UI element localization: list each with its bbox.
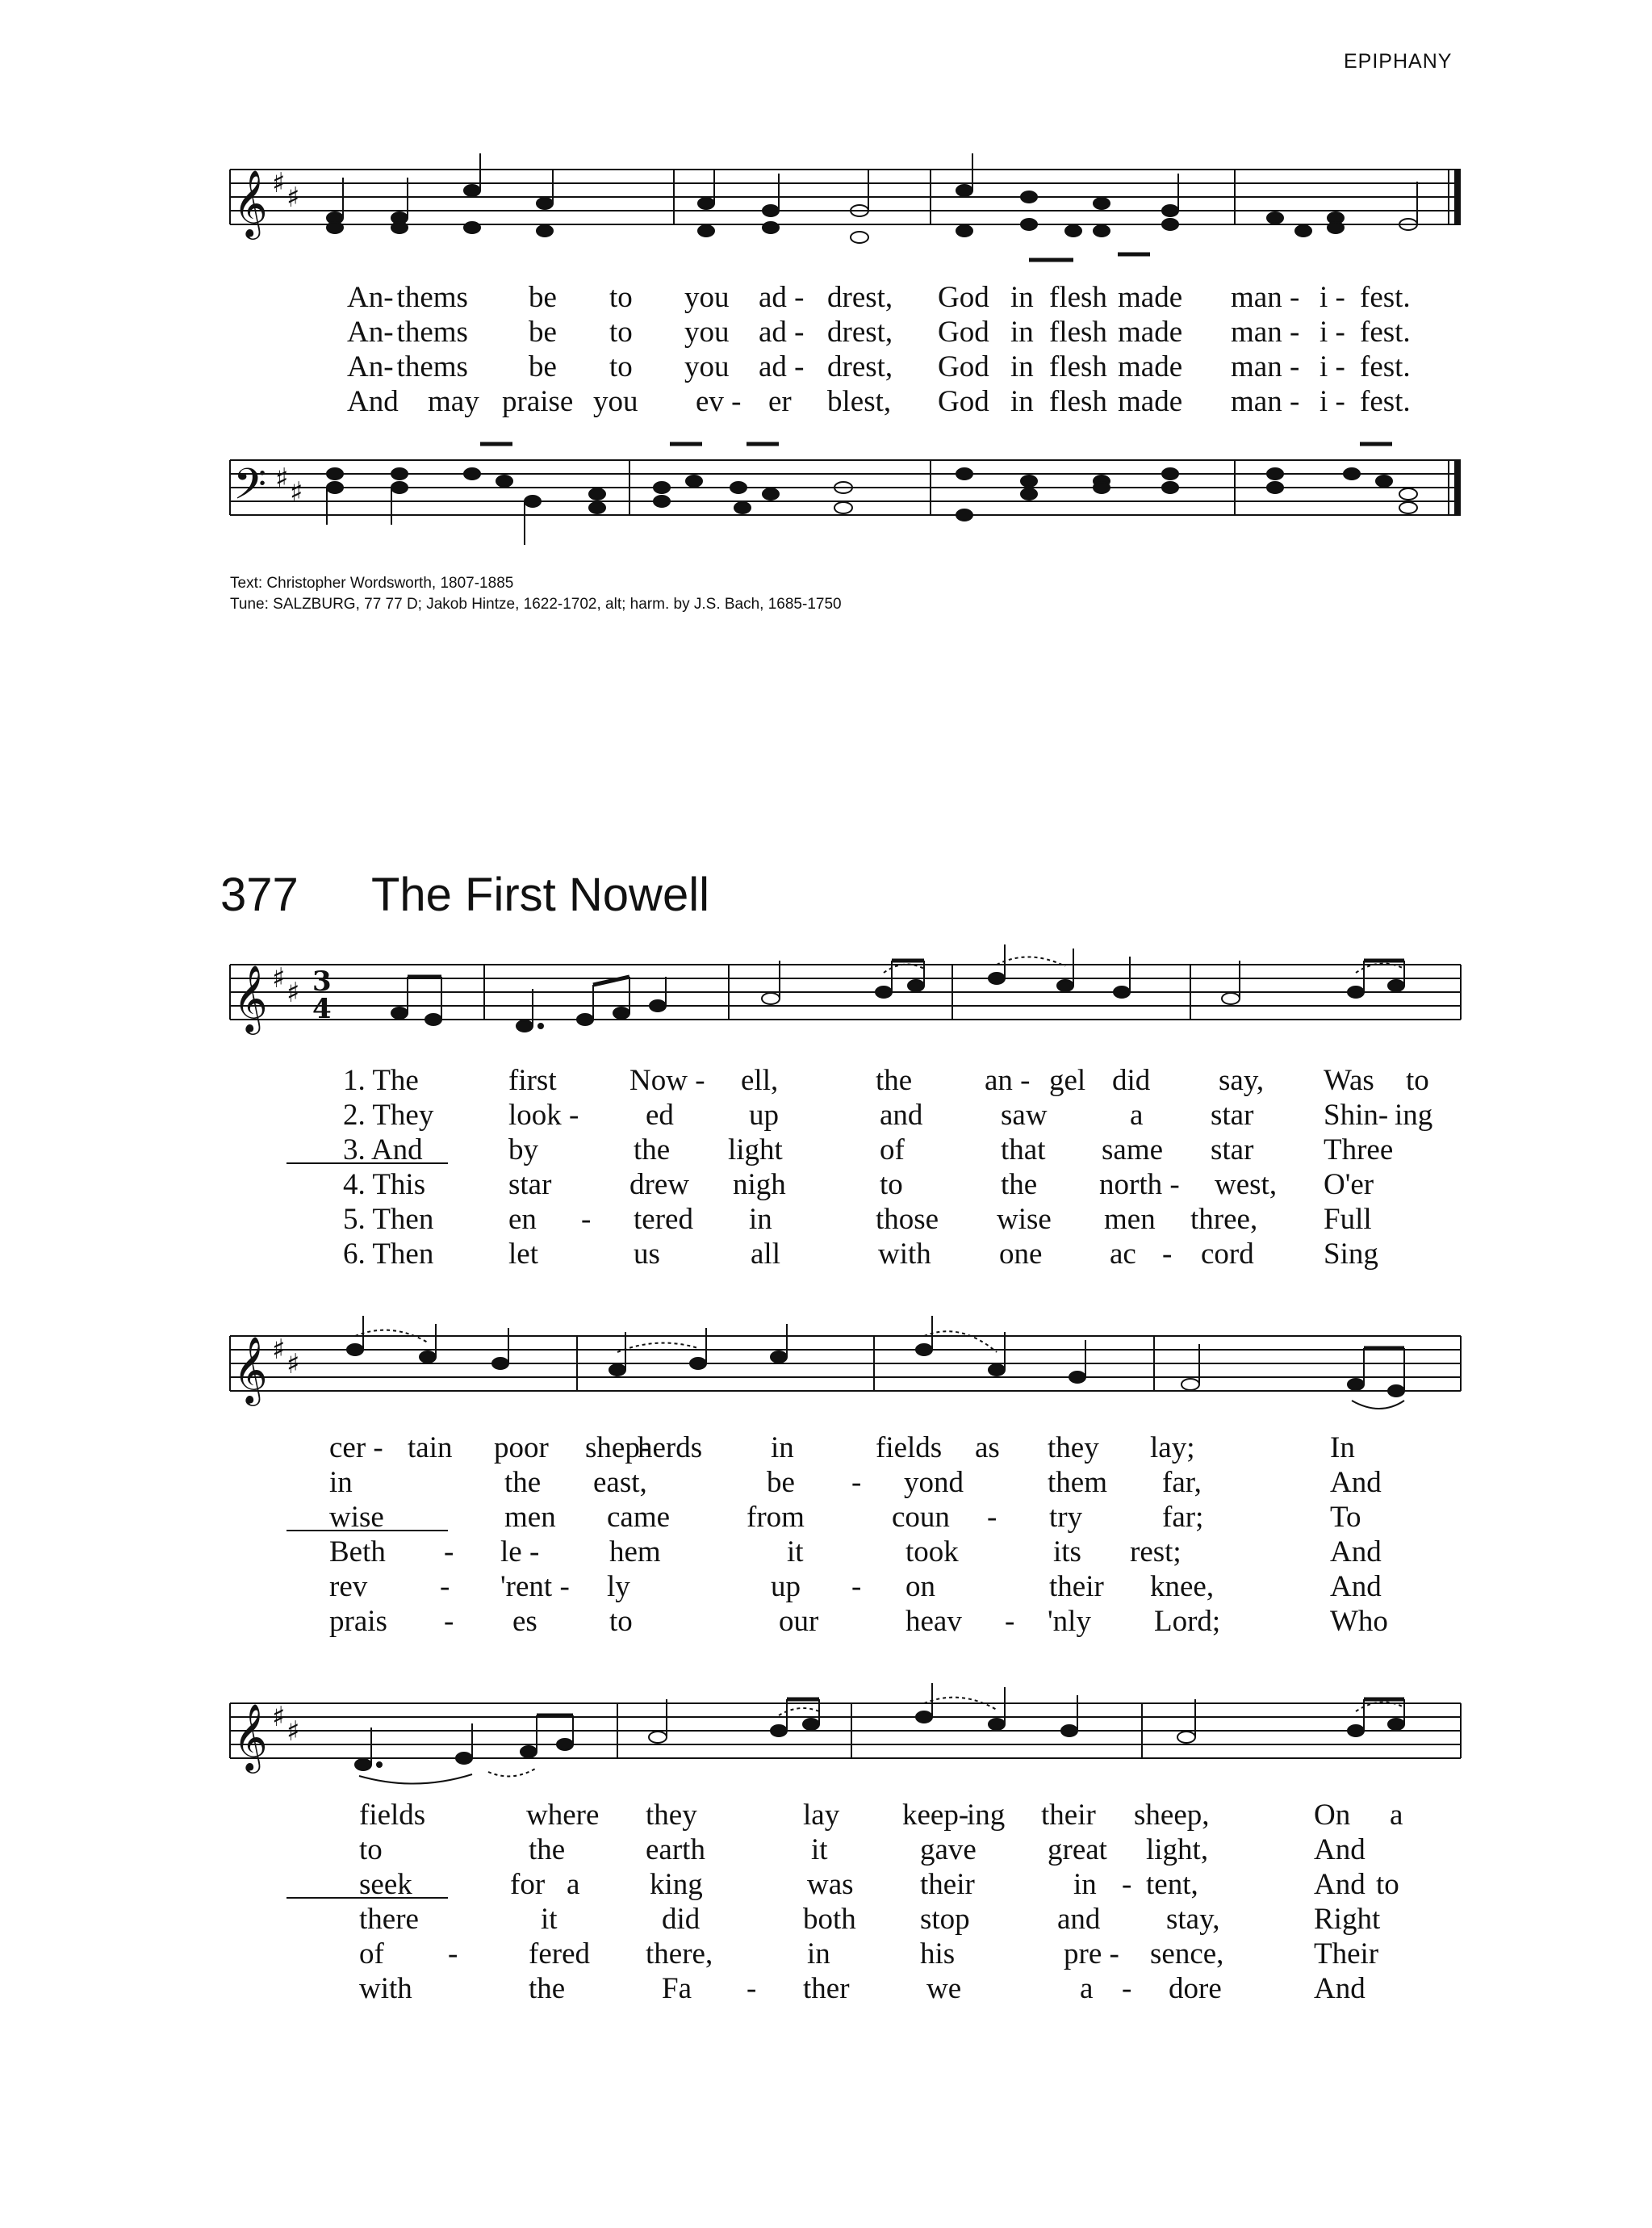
section-label: EPIPHANY (1344, 50, 1453, 73)
lyric: light (728, 1133, 783, 1166)
lyric: the (634, 1133, 671, 1166)
lyric: you (593, 385, 638, 418)
lyric: rest; (1130, 1535, 1181, 1568)
lyric: es (512, 1605, 537, 1638)
lyric: in (807, 1937, 830, 1970)
lyric: prais (329, 1605, 387, 1638)
lyric: Three (1324, 1133, 1394, 1166)
lyric: flesh (1049, 316, 1107, 349)
top-treble-staff (222, 153, 1469, 266)
lyric: earth (646, 1833, 705, 1866)
lyric: - (1162, 1238, 1173, 1271)
lyric: his (920, 1937, 956, 1970)
lyric: first (508, 1064, 557, 1097)
tune-credit: Tune: SALZBURG, 77 77 D; Jakob Hintze, 1622-1702, alt; harm. by J.S. Bach, 1685-1750 (230, 596, 842, 613)
lyric: fest. (1360, 350, 1411, 383)
lyric: far, (1162, 1466, 1202, 1499)
lyric: In (1330, 1431, 1355, 1464)
lyric: drest, (827, 281, 893, 314)
top-lyric-line-1: An- thems (347, 281, 468, 314)
lyric: And (1330, 1570, 1382, 1603)
lyric: in (1010, 316, 1034, 349)
lyric: one (999, 1238, 1043, 1271)
lyric: ac (1110, 1238, 1136, 1271)
lyric: Shin- (1324, 1099, 1389, 1132)
lyric: Now - (629, 1064, 705, 1097)
lyric: seek (359, 1868, 412, 1901)
lyric: stay, (1166, 1903, 1220, 1936)
lyric: of (880, 1133, 905, 1166)
lyric: And (1314, 1972, 1366, 2005)
lyric: rev (329, 1570, 368, 1603)
lyric: men (1104, 1203, 1156, 1236)
lyric: On (1314, 1799, 1351, 1832)
lyric: and (880, 1099, 923, 1132)
lyric: 5. Then (343, 1203, 434, 1236)
lyric: up (749, 1099, 779, 1132)
lyric: 4. This (343, 1168, 426, 1201)
lyric: with (359, 1972, 412, 2005)
lyric: the (529, 1972, 566, 2005)
lyric: God (938, 316, 989, 349)
lyric: that (1001, 1133, 1046, 1166)
lyric: And (1330, 1535, 1382, 1568)
lyric: ther (803, 1972, 850, 2005)
lyric: to (609, 281, 633, 314)
svg-text:♯: ♯ (286, 1715, 300, 1748)
lyric: Sing (1324, 1238, 1378, 1271)
lyric: keep- (902, 1799, 969, 1832)
lyric: made (1118, 385, 1183, 418)
lyric: And (1330, 1466, 1382, 1499)
lyric: pre - (1064, 1937, 1119, 1970)
lyric: ad - (759, 316, 805, 349)
lyric: flesh (1049, 281, 1107, 314)
lyric: Who (1330, 1605, 1388, 1638)
lyric: cer - (329, 1431, 383, 1464)
lyric: in (1010, 281, 1034, 314)
lyric: ad - (759, 350, 805, 383)
svg-text:𝄞: 𝄞 (233, 1335, 268, 1403)
lyric: a (1130, 1099, 1144, 1132)
top-lyric-line-2: An- thems (347, 316, 468, 349)
lyric: where (526, 1799, 600, 1832)
lyric: in (771, 1431, 794, 1464)
lyric: fields (359, 1799, 426, 1832)
lyric: you (684, 350, 730, 383)
text-credit: Text: Christopher Wordsworth, 1807-1885 (230, 575, 514, 592)
lyric: er (768, 385, 792, 418)
lyric: - (581, 1203, 592, 1236)
lyric: dore (1169, 1972, 1222, 2005)
lyric: ing (967, 1799, 1006, 1832)
lyric: their (920, 1868, 975, 1901)
lyric: the (504, 1466, 542, 1499)
lyric: Beth (329, 1535, 386, 1568)
lyric: fields (876, 1431, 943, 1464)
lyric: lay (803, 1799, 840, 1832)
lyric: O'er (1324, 1168, 1374, 1201)
lyric: king (650, 1868, 703, 1901)
lyric: there (359, 1903, 419, 1936)
lyric: stop (920, 1903, 970, 1936)
lyric: - (440, 1570, 450, 1603)
lyric: be (529, 281, 557, 314)
lyric: in (1010, 385, 1034, 418)
lyric: Full (1324, 1203, 1372, 1236)
lyric: in (1073, 1868, 1097, 1901)
lyric: fered (529, 1937, 590, 1970)
lyric: star (1211, 1133, 1254, 1166)
lyric: made (1118, 316, 1183, 349)
lyric: 'rent - (500, 1570, 570, 1603)
lyric: - (444, 1535, 454, 1568)
lyric: their (1041, 1799, 1096, 1832)
svg-text:♯: ♯ (286, 1348, 300, 1380)
svg-text:♯: ♯ (290, 476, 303, 509)
svg-text:♯: ♯ (272, 167, 286, 199)
lyric: try (1049, 1501, 1083, 1534)
lyric: i - (1320, 316, 1345, 349)
lyric: gave (920, 1833, 977, 1866)
lyric: the (1001, 1168, 1038, 1201)
lyric: Lord; (1154, 1605, 1221, 1638)
lyric: three, (1190, 1203, 1258, 1236)
lyric: you (684, 316, 730, 349)
lyric: a (1080, 1972, 1094, 2005)
lyric: Was (1324, 1064, 1374, 1097)
lyric: it (787, 1535, 804, 1568)
lyric: star (508, 1168, 552, 1201)
system1-staff (222, 940, 1469, 1045)
lyric: drew (629, 1168, 689, 1201)
lyric: - (444, 1605, 454, 1638)
lyric: you (684, 281, 730, 314)
lyric: yond (904, 1466, 964, 1499)
lyric: Their (1314, 1937, 1379, 1970)
top-bass-staff (222, 428, 1469, 549)
svg-text:4: 4 (312, 993, 332, 1025)
lyric: drest, (827, 350, 893, 383)
lyric: with (878, 1238, 931, 1271)
lyric: - (851, 1570, 862, 1603)
svg-text:𝄞: 𝄞 (233, 964, 268, 1032)
lyric: To (1330, 1501, 1361, 1534)
lyric: let (508, 1238, 538, 1271)
lyric: a (567, 1868, 580, 1901)
lyric: for (510, 1868, 546, 1901)
lyric: - (448, 1937, 458, 1970)
lyric: - (851, 1466, 862, 1499)
lyric: be (529, 350, 557, 383)
lyric: may (428, 385, 479, 418)
hymn-number: 377 (220, 869, 299, 921)
lyric: wise (997, 1203, 1052, 1236)
hymn-title: The First Nowell (371, 869, 709, 921)
lyric: to (880, 1168, 903, 1201)
lyric: look - (508, 1099, 579, 1132)
lyric: to (609, 316, 633, 349)
lyric: to (1406, 1064, 1429, 1097)
lyric: on (905, 1570, 935, 1603)
lyric: came (607, 1501, 671, 1534)
svg-text:𝄢: 𝄢 (233, 460, 267, 520)
lyric: herds (638, 1431, 703, 1464)
lyric: drest, (827, 316, 893, 349)
lyric: Right (1314, 1903, 1381, 1936)
lyric: west, (1215, 1168, 1278, 1201)
lyric: all (751, 1238, 780, 1271)
lyric: took (905, 1535, 959, 1568)
lyric: star (1211, 1099, 1254, 1132)
lyric: ell, (741, 1064, 779, 1097)
lyric: gel (1049, 1064, 1086, 1097)
lyric: was (807, 1868, 854, 1901)
lyric: ing (1395, 1099, 1433, 1132)
lyric: tain (408, 1431, 453, 1464)
lyric: it (811, 1833, 828, 1866)
lyric: 6. Then (343, 1238, 434, 1271)
system2-staff (222, 1312, 1469, 1417)
lyric: shep- (585, 1431, 650, 1464)
lyric: made (1118, 281, 1183, 314)
lyric: man - (1231, 316, 1300, 349)
lyric: there, (646, 1937, 713, 1970)
lyric: sence, (1150, 1937, 1224, 1970)
svg-text:♯: ♯ (286, 182, 300, 214)
lyric: i - (1320, 385, 1345, 418)
lyric: both (803, 1903, 856, 1936)
lyric: tent, (1146, 1868, 1198, 1901)
lyric: north - (1099, 1168, 1180, 1201)
lyric: fest. (1360, 385, 1411, 418)
lyric: - (1122, 1868, 1132, 1901)
lyric: it (541, 1903, 558, 1936)
lyric: saw (1001, 1099, 1048, 1132)
svg-text:𝄞: 𝄞 (233, 1702, 268, 1770)
system3-staff (222, 1679, 1469, 1800)
svg-text:♯: ♯ (286, 977, 300, 1009)
lyric: its (1053, 1535, 1081, 1568)
lyric: Fa (662, 1972, 692, 2005)
lyric: by (508, 1133, 538, 1166)
lyric: - (1005, 1605, 1015, 1638)
lyric: to (359, 1833, 383, 1866)
lyric: to (1376, 1868, 1399, 1901)
lyric: they (646, 1799, 697, 1832)
lyric: man - (1231, 350, 1300, 383)
lyric: en (508, 1203, 537, 1236)
lyric: their (1049, 1570, 1104, 1603)
lyric: fest. (1360, 281, 1411, 314)
lyric: a (1390, 1799, 1403, 1832)
lyric: an - (985, 1064, 1031, 1097)
lyric: fest. (1360, 316, 1411, 349)
lyric: 2. They (343, 1099, 434, 1132)
lyric: poor (494, 1431, 549, 1464)
lyric: God (938, 350, 989, 383)
lyric: blest, (827, 385, 892, 418)
lyric: coun (892, 1501, 950, 1534)
lyric: - (747, 1972, 757, 2005)
lyric: they (1048, 1431, 1099, 1464)
lyric: we (926, 1972, 962, 2005)
lyric: far; (1162, 1501, 1204, 1534)
lyric: ed (646, 1099, 674, 1132)
lyric: those (876, 1203, 939, 1236)
lyric: from (747, 1501, 805, 1534)
lyric: knee, (1150, 1570, 1215, 1603)
lyric: cord (1201, 1238, 1254, 1271)
lyric: up (771, 1570, 801, 1603)
top-lyric-line-3: An- thems (347, 350, 468, 383)
lyric: the (876, 1064, 913, 1097)
lyric: God (938, 385, 989, 418)
lyric: our (779, 1605, 819, 1638)
lyric: us (634, 1238, 660, 1271)
lyric: And (347, 385, 399, 418)
lyric: say, (1219, 1064, 1265, 1097)
lyric: - (1122, 1972, 1132, 2005)
lyric: le - (500, 1535, 540, 1568)
lyric: heav (905, 1605, 962, 1638)
lyric: hem (609, 1535, 661, 1568)
svg-text:♯: ♯ (272, 962, 286, 995)
lyric: to (609, 1605, 633, 1638)
lyric: ad - (759, 281, 805, 314)
lyric: of (359, 1937, 384, 1970)
svg-text:♯: ♯ (272, 1701, 286, 1733)
lyric: as (975, 1431, 1000, 1464)
lyric: man - (1231, 281, 1300, 314)
lyric: did (662, 1903, 701, 1936)
lyric: east, (593, 1466, 647, 1499)
svg-text:♯: ♯ (272, 1334, 286, 1366)
lyric: and (1057, 1903, 1101, 1936)
lyric: be (529, 316, 557, 349)
lyric: And (1314, 1868, 1366, 1901)
lyric: same (1102, 1133, 1164, 1166)
lyric: - (987, 1501, 997, 1534)
lyric: nigh (733, 1168, 786, 1201)
lyric: praise (502, 385, 574, 418)
lyric: great (1048, 1833, 1107, 1866)
svg-text:𝄞: 𝄞 (233, 169, 268, 237)
lyric: did (1112, 1064, 1151, 1097)
lyric: them (1048, 1466, 1107, 1499)
lyric: made (1118, 350, 1183, 383)
lyric: flesh (1049, 385, 1107, 418)
lyric: to (609, 350, 633, 383)
lyric: lay; (1150, 1431, 1195, 1464)
lyric: tered (634, 1203, 693, 1236)
lyric: And (1314, 1833, 1366, 1866)
lyric: in (1010, 350, 1034, 383)
lyric: man - (1231, 385, 1300, 418)
lyric: ev - (696, 385, 742, 418)
lyric: wise (329, 1501, 384, 1534)
lyric: 3. And (343, 1133, 423, 1166)
lyric: sheep, (1134, 1799, 1210, 1832)
lyric: in (329, 1466, 353, 1499)
lyric: in (749, 1203, 772, 1236)
lyric: the (529, 1833, 566, 1866)
lyric: men (504, 1501, 556, 1534)
lyric: be (767, 1466, 795, 1499)
lyric: i - (1320, 281, 1345, 314)
lyric: i - (1320, 350, 1345, 383)
lyric: ly (607, 1570, 630, 1603)
lyric: 1. The (343, 1064, 419, 1097)
lyric: God (938, 281, 989, 314)
svg-text:3: 3 (312, 965, 332, 998)
lyric: flesh (1049, 350, 1107, 383)
lyric: 'nly (1048, 1605, 1091, 1638)
svg-text:♯: ♯ (275, 463, 289, 495)
lyric: light, (1146, 1833, 1209, 1866)
